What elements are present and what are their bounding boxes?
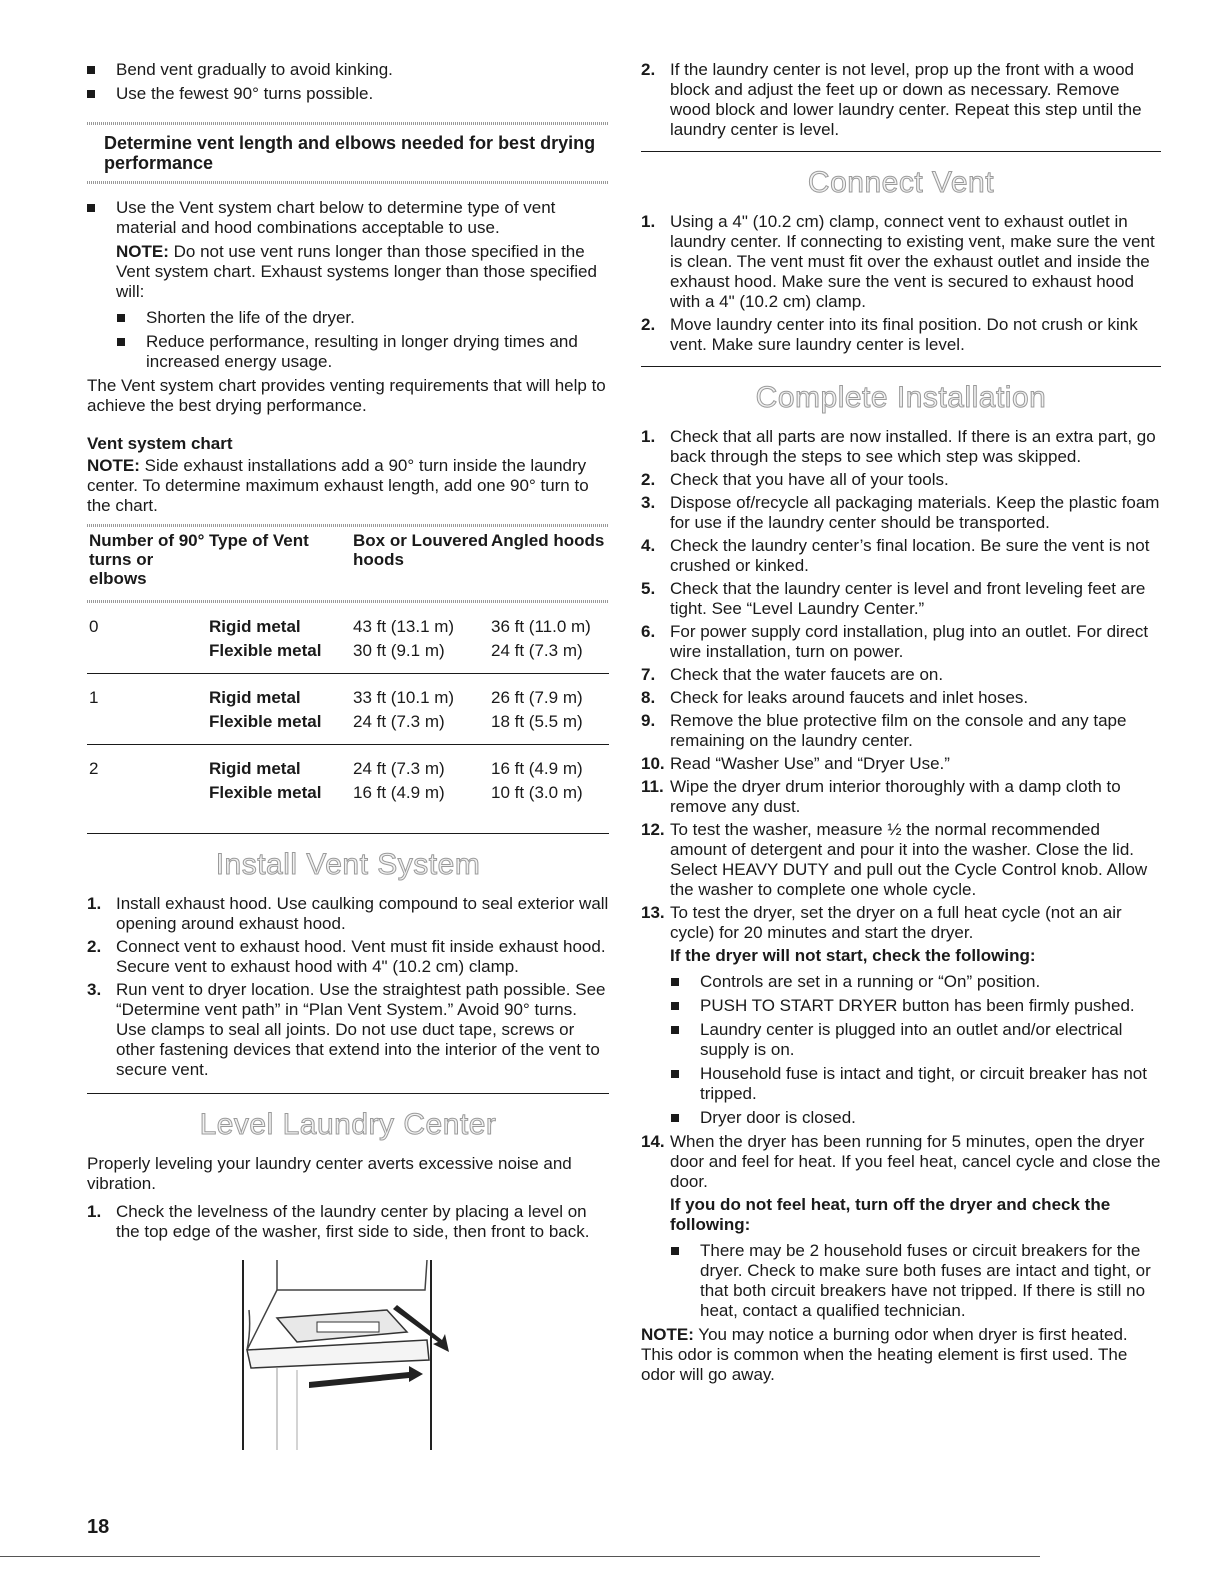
table-cell: Rigid metal bbox=[209, 759, 301, 778]
list-item bbox=[641, 470, 1161, 490]
step-text: Check that all parts are now installed. If there is an extra part, go back through the steps to see which step was skipped. bbox=[670, 427, 1156, 466]
table-cell: Flexible metal bbox=[209, 783, 322, 802]
step-number: 2. bbox=[641, 60, 656, 79]
list-item bbox=[641, 754, 1161, 774]
list-item bbox=[641, 622, 1161, 662]
table-header: Type of Vent bbox=[209, 531, 309, 550]
list-item: Controls are set in a running or “On” position. bbox=[671, 972, 1161, 992]
no-start-heading: If the dryer will not start, check the following: bbox=[670, 946, 1036, 965]
step-number: 8. bbox=[641, 688, 656, 707]
table-cell: 18 ft (5.5 m) bbox=[489, 710, 609, 745]
list-item bbox=[641, 536, 1161, 576]
table-cell: 16 ft (4.9 m) bbox=[353, 783, 445, 802]
table-cell: 33 ft (10.1 m) bbox=[353, 688, 455, 707]
section-divider bbox=[641, 151, 1161, 152]
table-cell: 2 bbox=[89, 759, 99, 778]
table-cell: 24 ft (7.3 m) bbox=[489, 639, 609, 674]
page-number: 18 bbox=[87, 1516, 110, 1538]
step-text: Check the laundry center’s final location. Be sure the vent is not crushed or kinked. bbox=[670, 536, 1150, 575]
connect-vent-title: Connect Vent bbox=[807, 166, 995, 199]
level-laundry-center-title: Level Laundry Center bbox=[199, 1108, 497, 1141]
list-item bbox=[87, 894, 609, 934]
step-text: When the dryer has been running for 5 minutes, open the dryer door and feel for heat. If you feel heat, cancel cycle and close the door. bbox=[670, 1132, 1161, 1191]
dotted-divider bbox=[87, 122, 609, 125]
table-header: Box or Louvered hoods bbox=[353, 531, 489, 569]
list-item: Bend vent gradually to avoid kinking. bbox=[87, 60, 609, 80]
table-cell bbox=[87, 781, 207, 805]
step-text: To test the dryer, set the dryer on a full heat cycle (not an air cycle) for 20 minutes and start the dryer. bbox=[670, 903, 1122, 942]
step-number: 4. bbox=[641, 536, 656, 555]
list-item bbox=[641, 688, 1161, 708]
step-number: 2. bbox=[641, 470, 656, 489]
step-number: 6. bbox=[641, 622, 656, 641]
list-item bbox=[87, 937, 609, 977]
list-item bbox=[641, 579, 1161, 619]
note-label: NOTE: bbox=[641, 1325, 694, 1344]
right-column bbox=[641, 60, 1161, 1393]
list-item: Reduce performance, resulting in longer drying times and increased energy usage. bbox=[117, 332, 609, 372]
list-item bbox=[641, 1132, 1161, 1192]
table-row bbox=[87, 674, 609, 711]
table-header-row bbox=[87, 527, 609, 600]
step-text: Move laundry center into its final position. Do not crush or kink vent. Make sure laundry center is level. bbox=[670, 315, 1138, 354]
list-item: There may be 2 household fuses or circuit breakers for the dryer. Check to make sure both fuses are intact and tight, or that both circuit breakers have not tripped. If there is still no heat, contact a qualified technician. bbox=[671, 1241, 1161, 1321]
step-number: 5. bbox=[641, 579, 656, 598]
step-number: 1. bbox=[641, 427, 656, 446]
install-vent-system-title: Install Vent System bbox=[215, 848, 481, 881]
chart-paragraph: The Vent system chart provides venting requirements that will help to achieve the best drying performance. bbox=[87, 376, 606, 415]
table-header: Number of 90° turns or elbows bbox=[89, 531, 205, 588]
list-item: Use the Vent system chart below to determine type of vent material and hood combinations acceptable to use. bbox=[87, 198, 609, 238]
step-number: 1. bbox=[641, 212, 656, 231]
list-item: Use the fewest 90° turns possible. bbox=[87, 84, 609, 104]
list-item: Dryer door is closed. bbox=[671, 1108, 1161, 1128]
list-item bbox=[641, 315, 1161, 355]
step-text: Check for leaks around faucets and inlet hoses. bbox=[670, 688, 1029, 707]
section-divider bbox=[87, 1093, 609, 1094]
list-item bbox=[641, 493, 1161, 533]
table-cell: 26 ft (7.9 m) bbox=[491, 688, 583, 707]
table-cell: 24 ft (7.3 m) bbox=[351, 710, 489, 745]
vent-note-paragraph bbox=[87, 456, 609, 516]
step-number: 2. bbox=[87, 937, 102, 956]
table-row bbox=[87, 710, 609, 745]
table-cell: 16 ft (4.9 m) bbox=[491, 759, 583, 778]
step-number: 13. bbox=[641, 903, 665, 922]
step-number: 7. bbox=[641, 665, 656, 684]
note-paragraph bbox=[116, 242, 609, 302]
step-number: 14. bbox=[641, 1132, 665, 1151]
step-number: 10. bbox=[641, 754, 665, 773]
section-divider bbox=[87, 833, 609, 834]
table-row bbox=[87, 745, 609, 782]
list-item bbox=[641, 820, 1161, 900]
step-number: 12. bbox=[641, 820, 665, 839]
list-item bbox=[641, 212, 1161, 312]
list-item bbox=[641, 60, 1161, 140]
table-cell: 0 bbox=[89, 617, 99, 636]
final-note bbox=[641, 1325, 1161, 1385]
determine-heading: Determine vent length and elbows needed for best drying performance bbox=[104, 133, 596, 173]
step-text: Wipe the dryer drum interior thoroughly with a damp cloth to remove any dust. bbox=[670, 777, 1121, 816]
vent-chart-heading: Vent system chart bbox=[87, 434, 233, 453]
step-text: Check that the water faucets are on. bbox=[670, 665, 944, 684]
note-label: NOTE: bbox=[116, 242, 169, 261]
section-divider bbox=[641, 366, 1161, 367]
note-text: Side exhaust installations add a 90° turn inside the laundry center. To determine maximum exhaust length, add one 90° turn to the chart. bbox=[87, 456, 589, 515]
footer-rule bbox=[0, 1556, 1040, 1557]
table-cell: Flexible metal bbox=[207, 710, 351, 745]
step-text: Dispose of/recycle all packaging materials. Keep the plastic foam for use if the laundry center should be transported. bbox=[670, 493, 1160, 532]
step-text: Check that you have all of your tools. bbox=[670, 470, 949, 489]
list-item: Shorten the life of the dryer. bbox=[117, 308, 609, 328]
laundry-center-leveling-illustration bbox=[237, 1260, 497, 1450]
step-number: 3. bbox=[641, 493, 656, 512]
table-cell: 24 ft (7.3 m) bbox=[353, 759, 445, 778]
level-paragraph: Properly leveling your laundry center averts excessive noise and vibration. bbox=[87, 1154, 572, 1193]
step-text: Check the levelness of the laundry center by placing a level on the top edge of the washer, first side to side, then front to back. bbox=[116, 1202, 590, 1241]
table-header: Angled hoods bbox=[491, 531, 605, 550]
table-row bbox=[87, 603, 609, 639]
complete-installation-title: Complete Installation bbox=[755, 381, 1047, 414]
table-cell: Flexible metal bbox=[207, 639, 351, 674]
note-text: You may notice a burning odor when dryer is first heated. This odor is common when the heating element is first used. The odor will go away. bbox=[641, 1325, 1128, 1384]
table-cell: 1 bbox=[89, 688, 99, 707]
list-item bbox=[641, 711, 1161, 751]
no-heat-heading: If you do not feel heat, turn off the dryer and check the following: bbox=[670, 1195, 1111, 1234]
step-number: 9. bbox=[641, 711, 656, 730]
note-label: NOTE: bbox=[87, 456, 140, 475]
list-item bbox=[641, 777, 1161, 817]
step-text: Read “Washer Use” and “Dryer Use.” bbox=[670, 754, 950, 773]
step-text: If the laundry center is not level, prop up the front with a wood block and adjust the feet up or down as necessary. Remove wood block and lower laundry center. Repeat this step until the laundry center is level. bbox=[670, 60, 1142, 139]
step-text: For power supply cord installation, plug into an outlet. For direct wire installation, turn on power. bbox=[670, 622, 1149, 661]
list-item bbox=[87, 980, 609, 1080]
step-number: 1. bbox=[87, 1202, 102, 1221]
step-text: Using a 4" (10.2 cm) clamp, connect vent to exhaust outlet in laundry center. If connecting to existing vent, make sure the vent is clean. The vent must fit over the exhaust outlet and inside the exhaust hood. Make sure the vent is secured to exhaust hood with a 4" (10.2 cm) clamp. bbox=[670, 212, 1155, 311]
table-cell: 43 ft (13.1 m) bbox=[353, 617, 455, 636]
list-item bbox=[641, 903, 1161, 943]
step-text: Connect vent to exhaust hood. Vent must fit inside exhaust hood. Secure vent to exhaust hood with 4" (10.2 cm) clamp. bbox=[116, 937, 606, 976]
vent-system-table bbox=[87, 527, 609, 805]
table-cell bbox=[87, 710, 207, 745]
list-item: Laundry center is plugged into an outlet and/or electrical supply is on. bbox=[671, 1020, 1161, 1060]
step-text: Check that the laundry center is level and front leveling feet are tight. See “Level Laundry Center.” bbox=[670, 579, 1146, 618]
table-cell: 30 ft (9.1 m) bbox=[351, 639, 489, 674]
step-number: 1. bbox=[87, 894, 102, 913]
table-row bbox=[87, 639, 609, 674]
step-text: To test the washer, measure ½ the normal recommended amount of detergent and pour it into the washer. Close the lid. Select HEAVY DUTY and pull out the Cycle Control knob. Allow the washer to complete one whole cycle. bbox=[670, 820, 1148, 899]
table-row bbox=[87, 781, 609, 805]
step-text: Install exhaust hood. Use caulking compound to seal exterior wall opening around exhaust hood. bbox=[116, 894, 609, 933]
list-item bbox=[641, 427, 1161, 467]
step-number: 3. bbox=[87, 980, 102, 999]
step-text: Run vent to dryer location. Use the straightest path possible. See “Determine vent path” in “Plan Vent System.” Avoid 90° turns. Use clamps to seal all joints. Do not use duct tape, screws or other fastening devices that extend into the interior of the vent to secure vent. bbox=[116, 980, 606, 1079]
step-number: 2. bbox=[641, 315, 656, 334]
table-cell: Rigid metal bbox=[209, 688, 301, 707]
step-number: 11. bbox=[641, 777, 664, 796]
table-cell: Rigid metal bbox=[209, 617, 301, 636]
list-item bbox=[87, 1202, 609, 1242]
note-text: Do not use vent runs longer than those specified in the Vent system chart. Exhaust systems longer than those specified will: bbox=[116, 242, 597, 301]
table-cell bbox=[87, 639, 207, 674]
list-item: PUSH TO START DRYER button has been firmly pushed. bbox=[671, 996, 1161, 1016]
table-cell: 10 ft (3.0 m) bbox=[491, 783, 583, 802]
table-cell: 36 ft (11.0 m) bbox=[491, 617, 591, 636]
list-item: Household fuse is intact and tight, or circuit breaker has not tripped. bbox=[671, 1064, 1161, 1104]
left-column bbox=[87, 60, 609, 1450]
step-text: Remove the blue protective film on the console and any tape remaining on the laundry center. bbox=[670, 711, 1127, 750]
list-item bbox=[641, 665, 1161, 685]
